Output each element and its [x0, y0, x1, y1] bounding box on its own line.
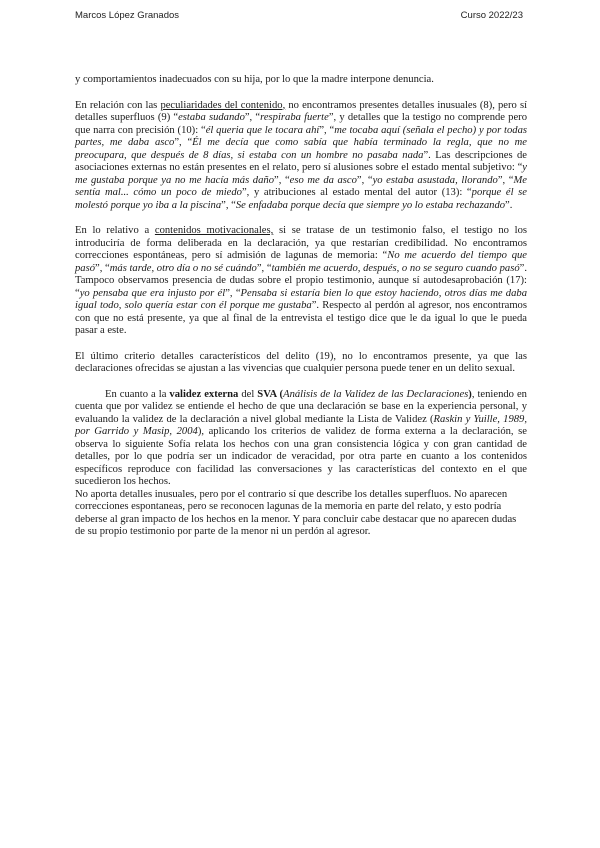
text-run: ”, “ [244, 112, 261, 123]
text-run: ”, “ [174, 137, 193, 148]
text-run: ”. Las descripciones de asociaciones externas no están presentes en el relato, pero sí alusiones sobre el estado mental subjetivo: “ [75, 149, 528, 173]
text-run: ), aplicando los criterios de validez de forma externa a la declaración, se observa lo siguiente Sofía relata los hechos con una gran consistencia lógica y con gran cantidad de detalles, por lo que podría ser un indicador de veracidad, por otra parte en cuanto a los contenidos específicos reproduce con facilidad las conversaciones y las características del contexto en el que sucedieron los hechos. [75, 426, 527, 487]
text-run: ”. [505, 199, 513, 211]
bold-term: validez externa [169, 388, 239, 400]
text-run: ”, y detalles que la testigo no comprende pero que narra con precisión (10): “ [75, 112, 527, 136]
quote: yo pensaba que era injusto por él [79, 287, 226, 299]
text-run: ”, “ [221, 199, 236, 211]
document-body [75, 74, 527, 552]
italic-title: Análisis de la Validez de las Declaraciones [283, 388, 469, 400]
quote: estaba sudando [178, 112, 245, 123]
text-run: En lo relativo a [75, 225, 155, 236]
quote: No me acuerdo del tiempo que pasó [75, 250, 527, 274]
quote: más tarde, otro día o no sé cuándo [109, 262, 257, 274]
bold-term: SVA [257, 388, 277, 400]
quote: respiraba fuerte [260, 112, 329, 123]
text-run: ”, “ [95, 262, 110, 274]
text-run: si se tratase de un testimonio falso, el testigo no los introduciría de forma deliberada en la declaración, ya que restarían credibilidad. No encontramos correcciones espontáneas, pero sí admisión de lagunas de memoria: “ [75, 225, 527, 261]
paragraph-conclusion-text: No aporta detalles inusuales, pero por el contrario sí que describe los detalles superfluos. No aparecen correcciones espontaneas, pero se reconocen lagunas de la memoria en parte del relato, y esto podría deberse al gran impacto de los hechos en la menor. Y para concluir cabe destacar que no aparecen dudas de su propio testimonio por parte de la menor ni un perdón al agresor. [75, 488, 517, 537]
quote: también me acuerdo, después, o no se seguro cuando pasó [271, 262, 520, 274]
quote: y me gustaba porque ya no me hacía más daño [75, 162, 527, 186]
text-run: En relación con las [75, 99, 161, 111]
text-run: , teniendo en cuenta que por validez se entiende el hecho de que una declaración se base en la experiencia personal, y evaluando la validez de la declaración a nivel global mediante la Lista de Validez ( [75, 388, 527, 425]
text-run: En cuanto a la [105, 388, 170, 400]
text-run: del [238, 388, 258, 400]
quote: Me sentía mal... cómo un poco de miedo [75, 174, 528, 198]
quote: Él me decía que como sabía que había terminado la regla, que no me preocupara, que después de 8 días, si estaba con un hombre no pasaba nada [75, 137, 527, 161]
quote: me tocaba aquí (señala el pecho) y por todas partes, me daba asco [75, 124, 528, 148]
text-run: ”, y atribuciones al estado mental del autor (13): “ [241, 187, 472, 198]
citation: Raskin y Yuille, 1989, por Garrido y Masip, 2004 [75, 413, 527, 437]
page-header [75, 10, 523, 21]
quote: él queria que le tocara ahí [205, 124, 320, 136]
paragraph-motivational-contents [75, 225, 527, 338]
text-run: ) [468, 388, 472, 400]
text-run: ”. Tampoco observamos presencia de dudas sobre el propio testimonio, aunque sí autodesaprobación (17): “ [75, 262, 528, 299]
paragraph-1-text: y comportamientos inadecuados con su hija, por lo que la madre interpone denuncia. [75, 74, 434, 85]
quote: eso me da asco [289, 174, 357, 186]
paragraph-content-peculiarities [75, 100, 527, 213]
header-author: Marcos López Granados [75, 10, 180, 21]
quote: porque él se molestó porque yo iba a la piscina [75, 187, 527, 211]
text-run: ”, “ [356, 174, 373, 186]
text-run: ”, “ [497, 174, 514, 186]
quote: yo estaba asustada, llorando [372, 174, 498, 186]
quote: Pensaba si estaría bien lo que estoy haciendo, otros días me daba igual todo, solo quería estar con él porque me gustaba [75, 287, 527, 311]
paragraph-conclusion [75, 489, 527, 539]
paragraph-crime-details-text: El último criterio detalles característicos del delito (19), no lo encontramos presente, ya que las declaraciones ofrecidas se ajustan a las vivencias que cualquier persona puede tener en un delito sexual. [75, 350, 527, 374]
text-run: ”, “ [256, 262, 272, 274]
text-run: no encontramos presentes detalles inusuales (8), pero sí detalles superfluos (9) “ [75, 99, 528, 123]
paragraph-1 [75, 74, 527, 87]
underlined-term: contenidos motivacionales, [154, 225, 274, 236]
header-course: Curso 2022/23 [460, 10, 523, 21]
text-run: ”. Respecto al perdón al agresor, nos encontramos con que no está presente, ya que al final de la entrevista el testigo dice que le da igual lo que le pueda pasar a este. [75, 300, 527, 336]
paragraph-external-validity [75, 389, 527, 489]
paragraph-crime-details [75, 351, 527, 376]
text-run: ”, “ [274, 174, 290, 186]
text-run: ( [276, 388, 284, 400]
underlined-term: peculiaridades del contenido, [160, 99, 286, 111]
quote: Se enfadaba porque decía que siempre yo lo estaba rechazando [235, 199, 506, 211]
text-run: ”, “ [225, 287, 241, 299]
text-run: ”, “ [319, 124, 335, 136]
